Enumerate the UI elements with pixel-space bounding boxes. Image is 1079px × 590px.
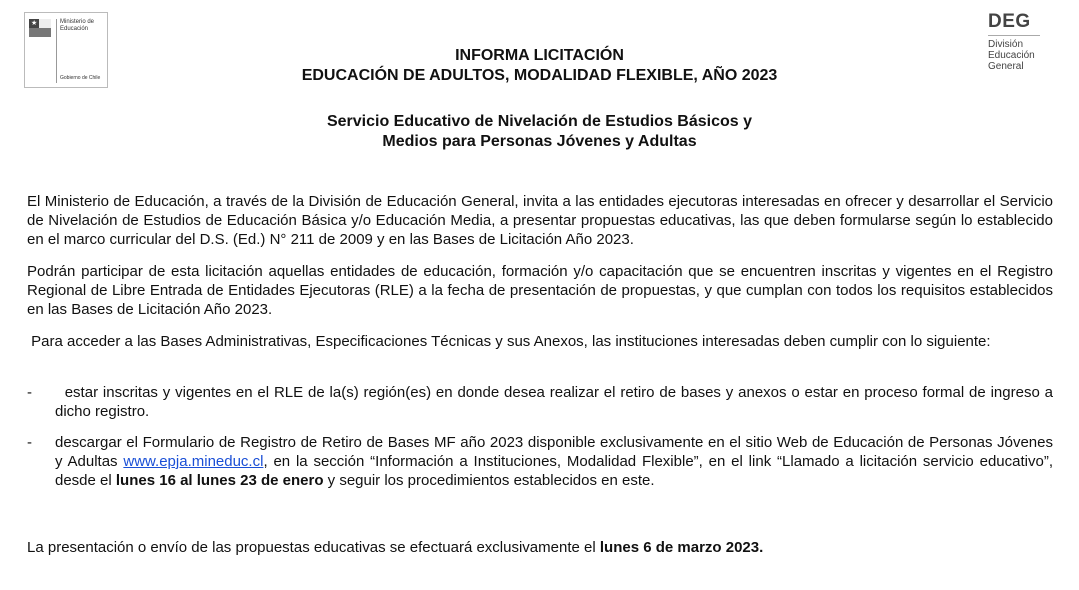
- deg-divider: [988, 35, 1040, 36]
- bullet-dash: -: [27, 384, 32, 401]
- deadline-text: La presentación o envío de las propuestas educativas se efectuará exclusivamente el: [27, 539, 600, 556]
- date-range: lunes 16 al lunes 23 de enero: [115, 472, 324, 489]
- paragraph-participation: Podrán participar de esta licitación aquellas entidades de educación, formación y/o capacitación que se encuentren inscritas y vigentes en el Registro Regional de Libre Entrada de Entidades Ejecutoras (RLE) a la fecha de presentación de propuestas, y que cumplan con todos los requisitos establecidos en las Bases de Licitación Año 2023.: [27, 263, 1053, 318]
- deg-line2: Educación: [988, 50, 1035, 61]
- gobierno-label: Gobierno de Chile: [60, 75, 101, 81]
- bullet-text-2-pre: descargar el Formulario de Registro de Retiro de Bases MF año 2023 disponible exclusivamente en el sitio Web de Educación de Personas Jóvenes y Adultas: [55, 434, 1053, 470]
- bullet-text-2-post: y seguir los procedimientos establecidos en este.: [323, 472, 655, 489]
- header-subtitle: EDUCACIÓN DE ADULTOS, MODALIDAD FLEXIBLE, AÑO 2023: [301, 67, 778, 84]
- ministry-name: Ministerio de Educación: [60, 19, 95, 32]
- deg-title: DEG: [988, 11, 1031, 32]
- paragraph-access: [27, 332, 1053, 351]
- service-title-line2: Medios para Personas Jóvenes y Adultas: [382, 133, 697, 150]
- service-title-line1: Servicio Educativo de Nivelación de Estudios Básicos y: [326, 113, 753, 130]
- paragraph-intro: El Ministerio de Educación, a través de la División de Educación General, invita a las entidades ejecutoras interesadas en ofrecer y desarrollar el Servicio de Nivelación de Estudios de Educación Básica y/o Educación Media, a presentar propuestas educativas, las que deben formularse según lo establecido en el marco curricular del D.S. (Ed.) N° 211 de 2009 y en las Bases de Licitación Año 2023.: [27, 193, 1053, 248]
- paragraph-deadline: [27, 538, 1053, 557]
- bullet-text-2-mid: , en la sección “Información a Instituciones, Modalidad Flexible”, en el link “Llamado a licitación servicio educativo”, desde el: [55, 453, 1053, 489]
- deg-line3: General: [988, 61, 1024, 72]
- header-title: INFORMA LICITACIÓN: [455, 47, 624, 64]
- chile-flag-icon: ★: [29, 19, 51, 37]
- deadline-date: lunes 6 de marzo 2023.: [599, 539, 764, 556]
- bullet-dash: -: [27, 434, 32, 451]
- deg-line1: División: [988, 39, 1024, 50]
- bullet-text-1: estar inscritas y vigentes en el RLE de la(s) región(es) en donde desea realizar el retiro de bases y anexos o estar en proceso formal de ingreso a dicho registro.: [55, 384, 1053, 420]
- epja-link[interactable]: www.epja.mineduc.cl: [123, 453, 264, 470]
- paragraph-access-text: Para acceder a las Bases Administrativas, Especificaciones Técnicas y sus Anexos, las instituciones interesadas deben cumplir con lo siguiente:: [31, 333, 991, 350]
